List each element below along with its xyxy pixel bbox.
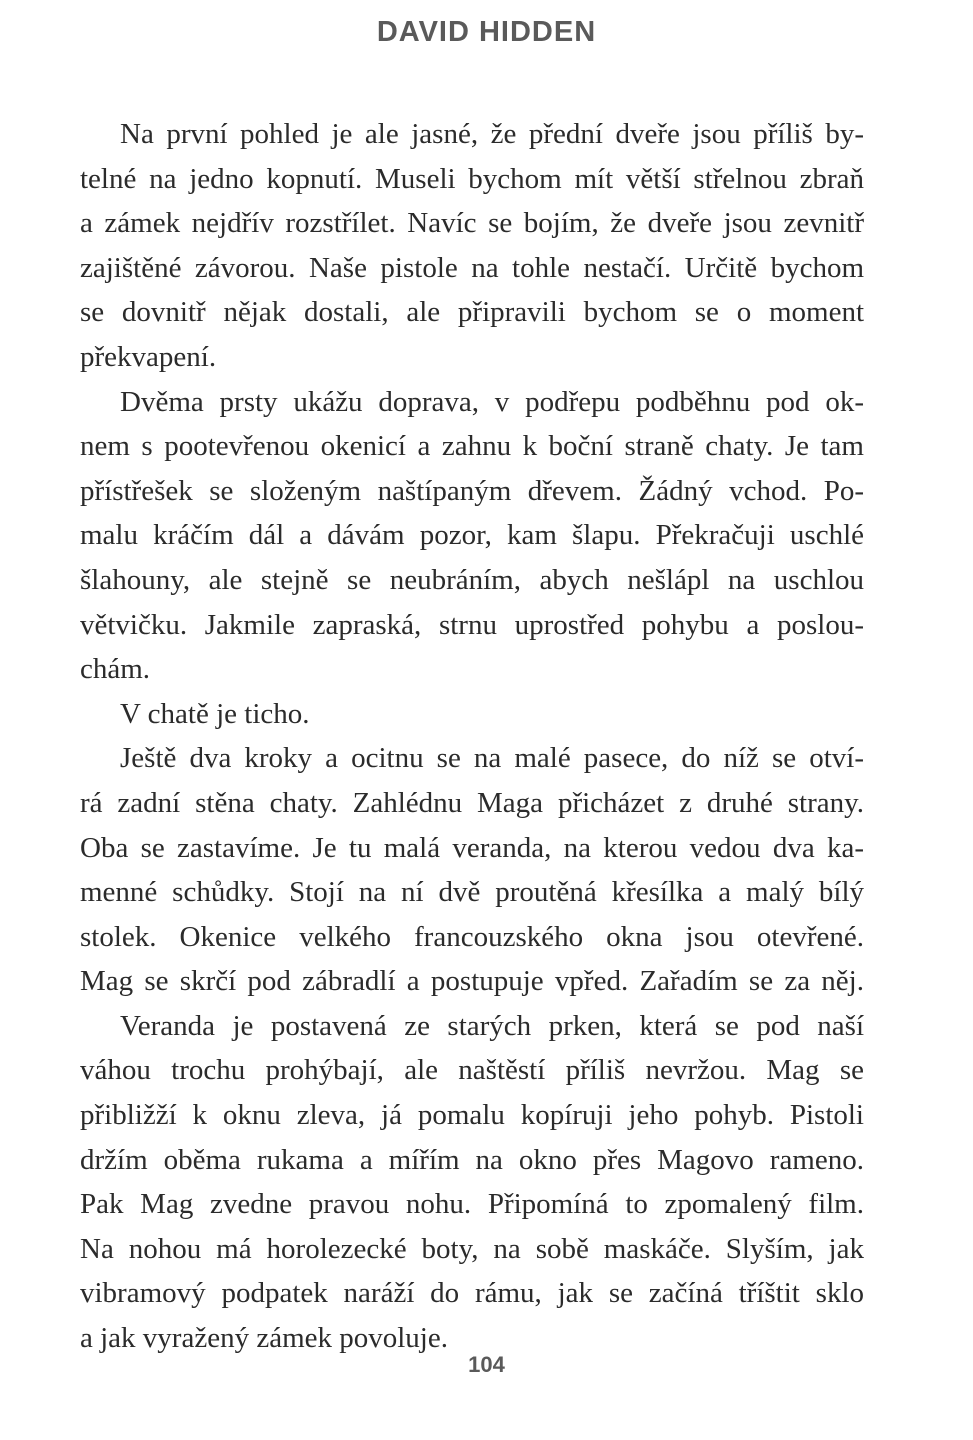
text-line: váhou trochu prohýbají, ale naštěstí příliš nevržou. Mag se bbox=[80, 1054, 864, 1087]
text-line: zajištěné závorou. Naše pistole na tohle nestačí. Určitě bychom bbox=[80, 251, 864, 284]
text-line: nem s pootevřenou okenicí a zahnu k boční straně chaty. Je tam bbox=[80, 430, 864, 463]
text-line: Na první pohled je ale jasné, že přední dveře jsou příliš by- bbox=[120, 118, 864, 150]
text-line: a zámek nejdřív rozstřílet. Navíc se bojím, že dveře jsou zevnitř bbox=[80, 207, 864, 240]
text-line: Ještě dva kroky a ocitnu se na malé pasece, do níž se otví- bbox=[120, 742, 864, 775]
text-line: malu kráčím dál a dávám pozor, kam šlapu. Překračuji uschlé bbox=[80, 519, 864, 552]
text-line: stolek. Okenice velkého francouzského okna jsou otevřené. bbox=[80, 920, 864, 953]
page-number: 104 bbox=[468, 1352, 505, 1377]
text-line: se dovnitř nějak dostali, ale připravili bychom se o moment bbox=[80, 296, 864, 329]
text-line: přístřešek se složeným naštípaným dřevem. Žádný vchod. Po- bbox=[80, 474, 864, 507]
text-line: Oba se zastavíme. Je tu malá veranda, na kterou vedou dva ka- bbox=[80, 831, 864, 864]
body-text bbox=[80, 112, 864, 1361]
text-line: překvapení. bbox=[80, 340, 217, 373]
text-line: telné na jedno kopnutí. Museli bychom mít větší střelnou zbraň bbox=[80, 162, 864, 195]
text-line: Veranda je postavená ze starých prken, která se pod naší bbox=[120, 1009, 864, 1042]
text-line: vibramový podpatek naráží do rámu, jak se začíná tříštit sklo bbox=[80, 1277, 864, 1310]
text-line: rá zadní stěna chaty. Zahlédnu Maga přicházet z druhé strany. bbox=[80, 786, 864, 819]
text-line: Dvěma prsty ukážu doprava, v podřepu podběhnu pod ok- bbox=[120, 385, 864, 418]
running-head: DAVID HIDDEN bbox=[376, 16, 597, 48]
text-line: Na nohou má horolezecké boty, na sobě maskáče. Slyším, jak bbox=[80, 1232, 864, 1265]
text-line: přibližží k oknu zleva, já pomalu kopíruji jeho pohyb. Pistoli bbox=[80, 1099, 864, 1132]
text-line: V chatě je ticho. bbox=[120, 697, 310, 730]
text-line: šlahouny, ale stejně se neubráním, abych nešlápl na uschlou bbox=[80, 563, 864, 596]
text-line: chám. bbox=[80, 653, 151, 686]
text-line: Mag se skrčí pod zábradlí a postupuje vpřed. Zařadím se za něj. bbox=[80, 965, 864, 998]
text-line: Pak Mag zvedne pravou nohu. Připomíná to zpomalený film. bbox=[80, 1188, 864, 1221]
text-line: držím oběma rukama a mířím na okno přes Magovo rameno. bbox=[80, 1143, 864, 1176]
text-line: menné schůdky. Stojí na ní dvě proutěná křesílka a malý bílý bbox=[80, 876, 864, 909]
text-line: a jak vyražený zámek povoluje. bbox=[80, 1322, 448, 1355]
text-line: větvičku. Jakmile zapraská, strnu uprostřed pohybu a poslou- bbox=[80, 608, 864, 641]
